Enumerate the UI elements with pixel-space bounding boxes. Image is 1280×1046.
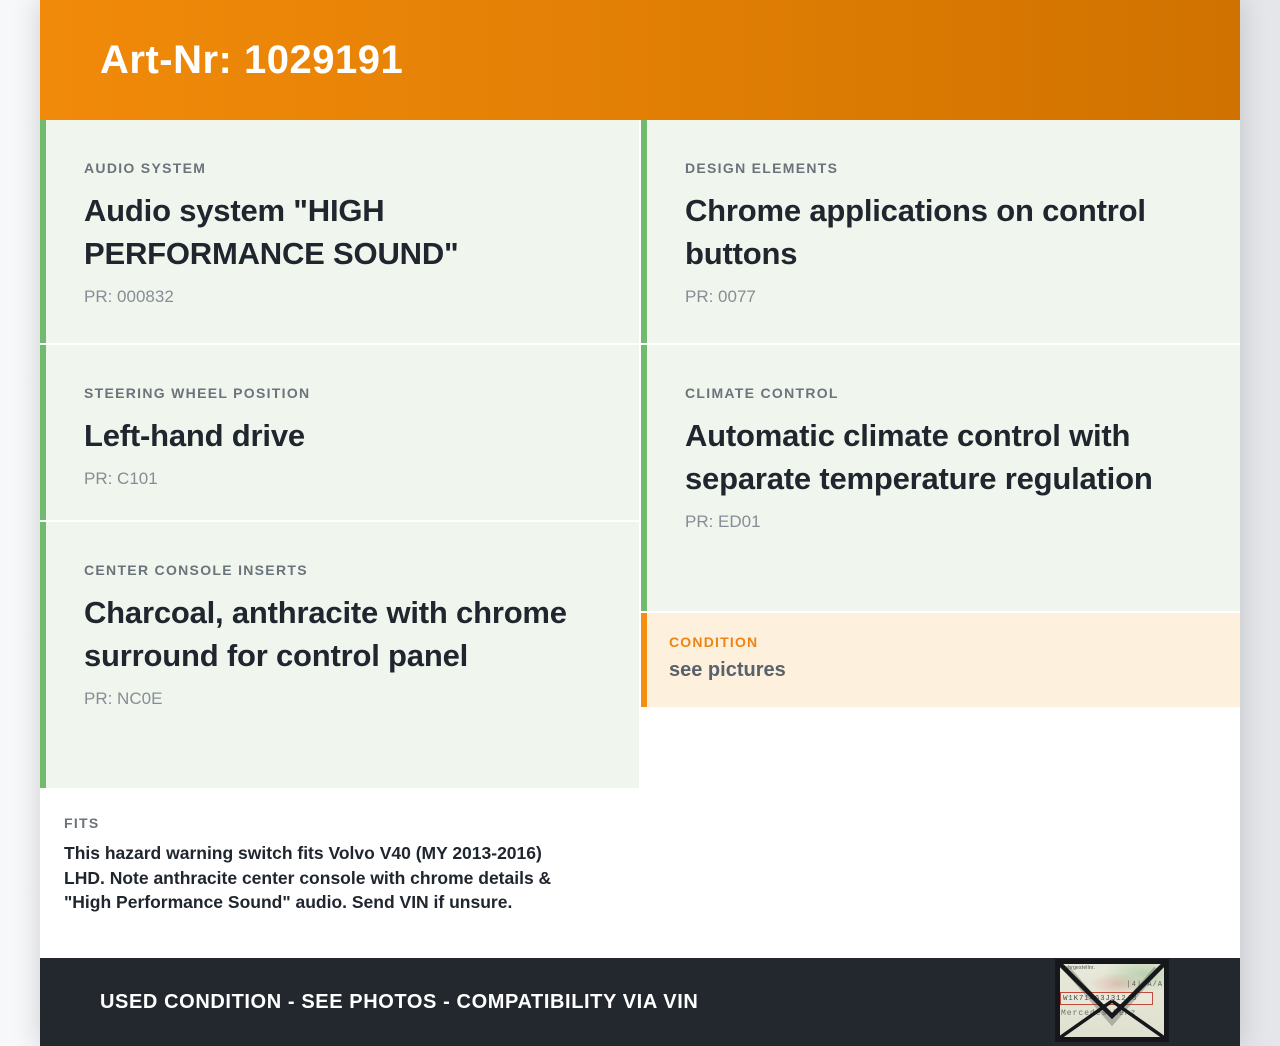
spec-title: Audio system "HIGH PERFORMANCE SOUND": [84, 193, 459, 271]
header-bar: [40, 0, 1240, 120]
spec-label: AUDIO SYSTEM: [84, 160, 207, 176]
spec-grid: [40, 120, 1240, 958]
condition-label: CONDITION: [669, 634, 759, 650]
spec-card-steering-wheel: [40, 345, 639, 520]
fits-description: This hazard warning switch fits Volvo V40 (MY 2013-2016) LHD. Note anthracite center console with chrome details & "High Performance Sound" audio. Send VIN if unsure.: [64, 843, 552, 912]
vin-document-photo: [1055, 959, 1169, 1042]
brand-text: Mercedes-Benz: [1061, 1009, 1137, 1018]
spec-pr-code: PR: 0077: [685, 287, 756, 306]
envelope-icon: [1055, 959, 1169, 1042]
spec-card-audio-system: [40, 120, 639, 343]
vin-suffix-digit: 7: [1163, 995, 1168, 1003]
spec-title: Chrome applications on control buttons: [685, 193, 1146, 271]
spec-title: Left-hand drive: [84, 418, 305, 453]
spec-label: CLIMATE CONTROL: [685, 385, 839, 401]
doc-row-text: |4| A/A: [1126, 981, 1163, 989]
spec-label: CENTER CONSOLE INSERTS: [84, 562, 308, 578]
spec-pr-code: PR: NC0E: [84, 689, 163, 708]
spec-pr-code: PR: ED01: [685, 512, 761, 531]
article-number-title: Art-Nr: 1029191: [100, 37, 404, 82]
spec-card-design-elements: [641, 120, 1240, 343]
vin-field-label: Fahrgestellnr.: [1062, 965, 1096, 971]
condition-value: see pictures: [669, 659, 786, 681]
spec-label: DESIGN ELEMENTS: [685, 160, 839, 176]
left-column: [40, 120, 639, 955]
spec-title: Automatic climate control with separate temperature regulation: [685, 418, 1153, 496]
fits-card: [40, 790, 639, 955]
spec-title: Charcoal, anthracite with chrome surround for control panel: [84, 595, 567, 673]
listing-content: [40, 0, 1240, 1046]
condition-card: [641, 613, 1240, 707]
right-column: [641, 120, 1240, 707]
fits-label: FITS: [64, 815, 100, 831]
spec-card-climate-control: [641, 345, 1240, 611]
spec-pr-code: PR: C101: [84, 469, 158, 488]
spec-label: STEERING WHEEL POSITION: [84, 385, 311, 401]
spec-pr-code: PR: 000832: [84, 287, 174, 306]
spec-card-center-console: [40, 522, 639, 788]
vin-highlight-box: W1K71463J31248: [1060, 992, 1153, 1005]
footer-banner-text: USED CONDITION - SEE PHOTOS - COMPATIBILITY VIA VIN: [100, 990, 699, 1013]
